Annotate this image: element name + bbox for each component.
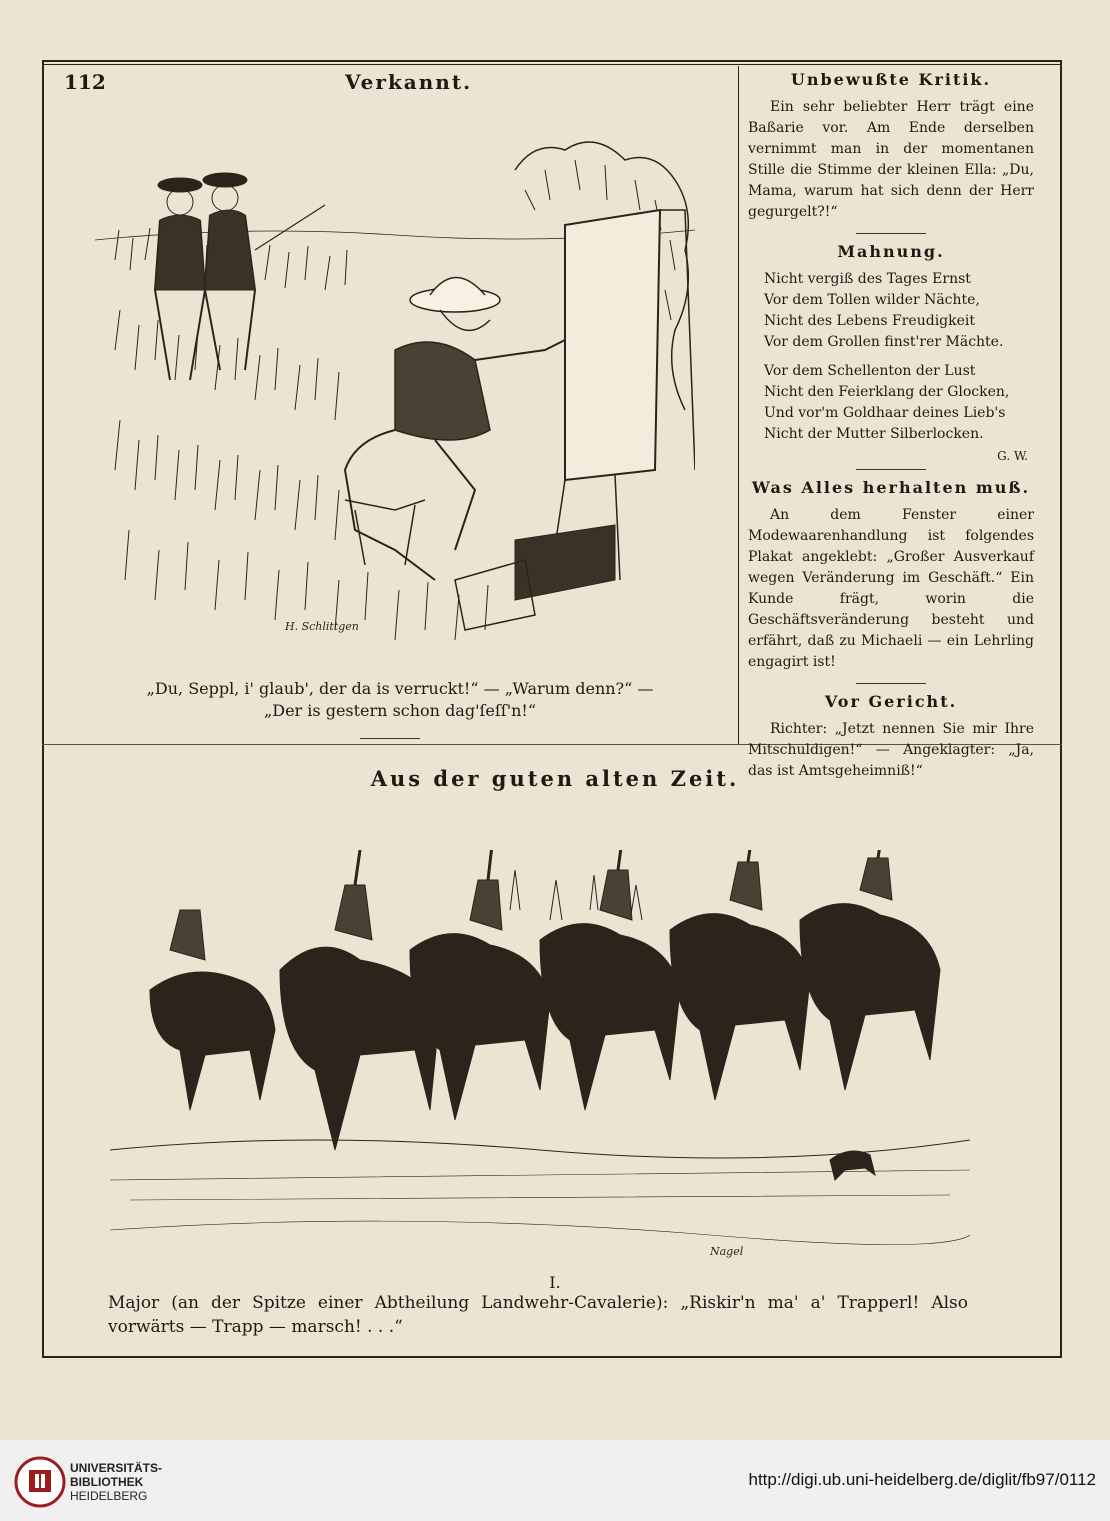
poem-line: Nicht den Feierklang der Glocken, — [764, 384, 1010, 400]
poem-line: Vor dem Tollen wilder Nächte, — [764, 292, 980, 308]
was-alles-text: An dem Fenster einer Modewaarenhandlung ist folgendes Plakat angeklebt: „Großer Ausverkauf wegen Veränderung im Geschäft.“ Ein Kunde frägt, worin die Geschäftsveränderung besteht und erfährt, daß zu Michaeli — ein Lehrling engagirt ist! — [748, 507, 1034, 670]
divider — [856, 683, 926, 684]
column-separator — [738, 66, 739, 744]
verkannt-title: Verkannt. — [345, 70, 473, 94]
caption-rule — [360, 738, 420, 739]
unbewusste-kritik-title: Unbewußte Kritik. — [790, 70, 992, 89]
permalink-url[interactable]: http://digi.ub.uni-heidelberg.de/diglit/fb97/0112 — [748, 1470, 1096, 1489]
poem-line: Nicht vergiß des Tages Ernst — [764, 271, 971, 287]
aus-der-guten-alten-zeit-title: Aus der guten alten Zeit. — [370, 766, 740, 791]
divider — [856, 469, 926, 470]
verkannt-caption-line1: „Du, Seppl, i' glaub', der da is verruckt!“ — „Warum denn?“ — — [146, 679, 654, 698]
page-number: 112 — [64, 70, 106, 94]
library-name-line2: BIBLIOTHEK — [70, 1475, 144, 1489]
cavalry-caption: Major (an der Spitze einer Abtheilung Landwehr-Cavalerie): „Riskir'n ma' a' Trapperl! Also vorwärts — Trapp — marsch! . . .“ — [108, 1293, 968, 1337]
verkannt-caption-line2: „Der is gestern schon dag'ſeſſ'n!“ — [263, 701, 537, 720]
verkannt-caption — [90, 678, 710, 722]
mahnung-stanza-1 — [764, 269, 1034, 353]
painter-illustration — [95, 110, 695, 655]
unbewusste-kritik-text: Ein sehr beliebter Herr trägt eine Baßarie vor. Am Ende derselben vernimmt man in der momentanen Stille die Stimme der kleinen Ella: „Du, Mama, warum hat sich denn der Herr gegurgelt?!“ — [748, 99, 1034, 220]
library-name[interactable] — [70, 1461, 162, 1503]
poem-line: Vor dem Schellenton der Lust — [764, 363, 976, 379]
poem-line: Vor dem Grollen finst'rer Mächte. — [764, 334, 1004, 350]
library-name-line3: HEIDELBERG — [70, 1489, 148, 1503]
frame-inner-rule — [42, 64, 1062, 65]
vor-gericht-title: Vor Gericht. — [824, 692, 958, 711]
vor-gericht-text: Richter: „Jetzt nennen Sie mir Ihre Mitschuldigen!“ — Angeklagter: „Ja, das ist Amtsgeheimniß!“ — [748, 721, 1034, 779]
artist-signature-1: H. Schlittgen — [285, 620, 359, 633]
was-alles-title: Was Alles herhalten muß. — [751, 478, 1031, 497]
section-numeral: I. — [549, 1273, 561, 1292]
mahnung-signature: G. W. — [997, 449, 1028, 463]
mahnung-stanza-2 — [764, 361, 1034, 445]
poem-line: Nicht des Lebens Freudigkeit — [764, 313, 976, 329]
artist-signature-2: Nagel — [710, 1245, 744, 1258]
viewer-footer — [0, 1440, 1110, 1521]
poem-line: Nicht der Mutter Silberlocken. — [764, 426, 984, 442]
divider — [856, 233, 926, 234]
right-column — [748, 70, 1034, 782]
library-name-line1: UNIVERSITÄTS- — [70, 1461, 163, 1475]
university-library-logo-icon[interactable] — [14, 1456, 66, 1508]
poem-line: Und vor'm Goldhaar deines Lieb's — [764, 405, 1006, 421]
mahnung-title: Mahnung. — [837, 242, 945, 261]
cavalry-illustration — [110, 850, 970, 1270]
